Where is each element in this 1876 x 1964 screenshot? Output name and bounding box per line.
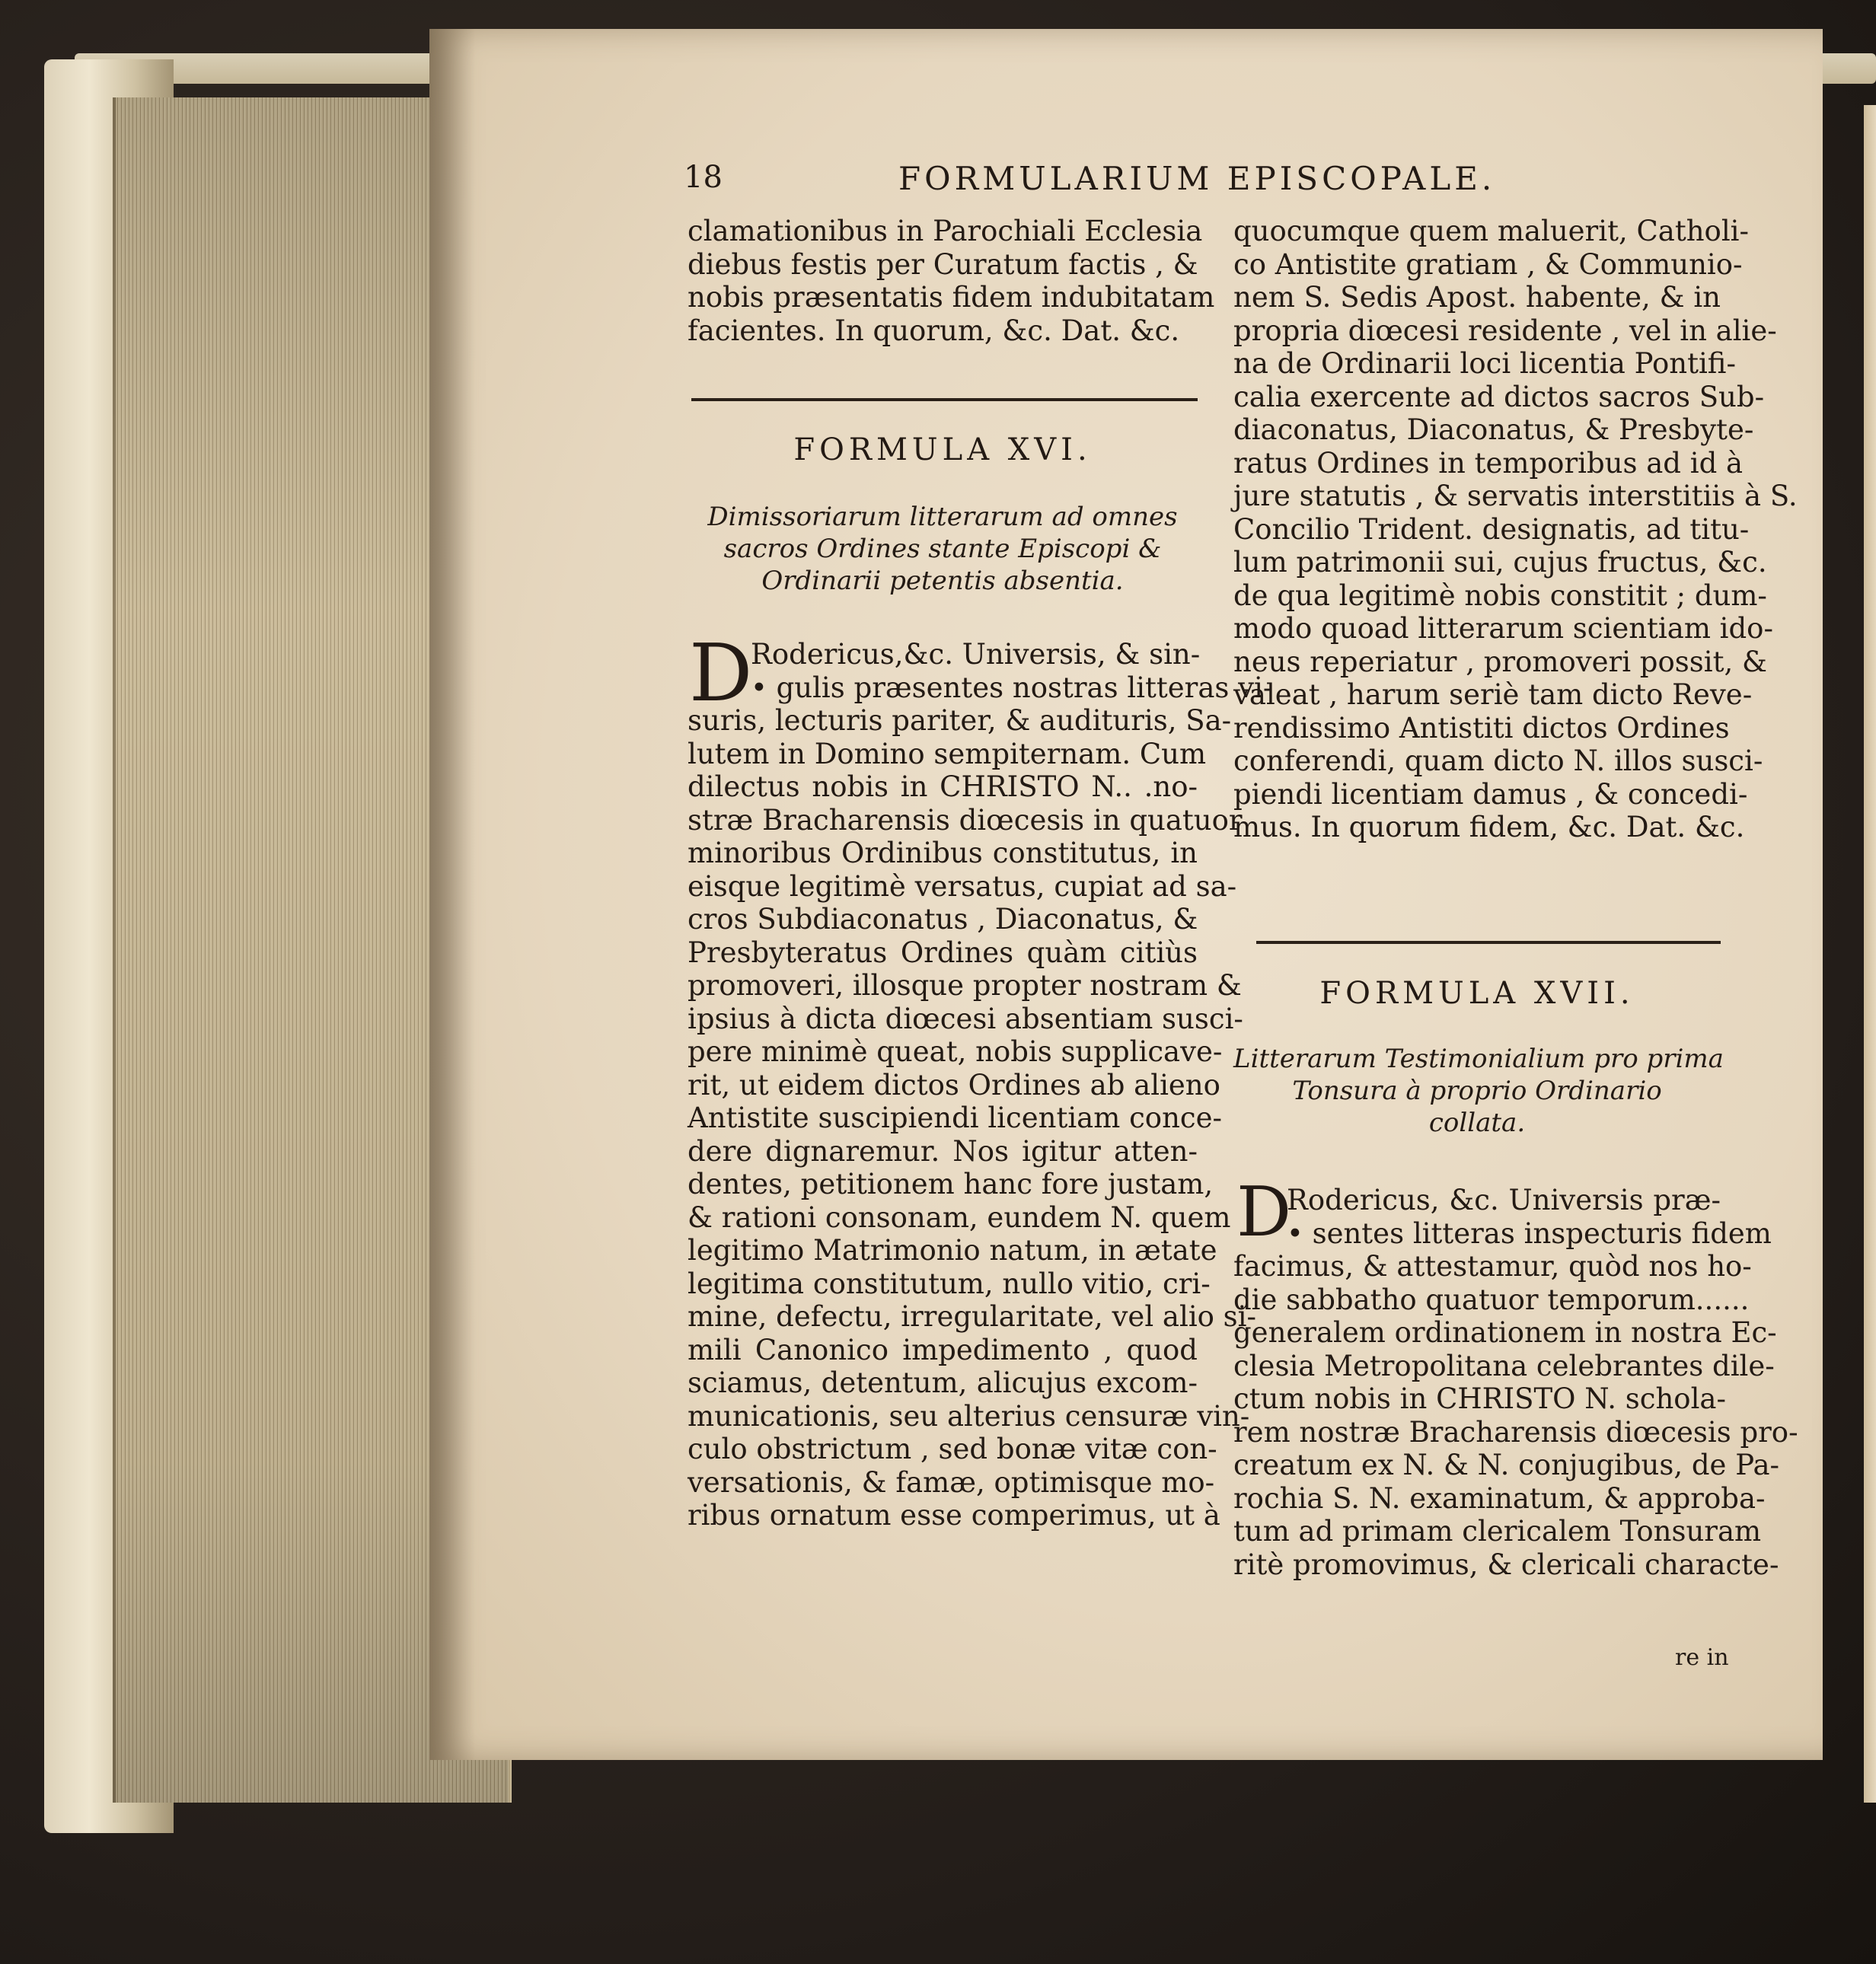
text-line: ipsius à dicta diœcesi absentiam susci- <box>688 1002 1243 1035</box>
text-line: Rodericus,&c. Universis, & sin- <box>751 638 1201 671</box>
text-line: stræ Bracharensis diœcesis in quatuor <box>688 803 1243 837</box>
formula-xvi-body <box>688 704 1257 1532</box>
text-line: diaconatus, Diaconatus, & Presbyte- <box>1233 413 1754 446</box>
page-number: 18 <box>684 160 723 195</box>
formula-xvii-subtitle <box>1233 1043 1724 1139</box>
text-line: mine, defectu, irregularitate, vel alio si- <box>688 1300 1257 1333</box>
text-line: promoveri, illosque propter nostram & <box>688 969 1242 1002</box>
text-line: Rodericus, &c. Universis præ- <box>1287 1184 1721 1216</box>
text-line: & rationi consonam, eundem N. quem <box>688 1200 1231 1234</box>
text-line: valeat , harum seriè tam dicto Reve- <box>1233 678 1753 711</box>
subtitle-line: Ordinarii petentis absentia. <box>761 566 1124 596</box>
subtitle-line: Tonsura à proprio Ordinario <box>1292 1076 1662 1106</box>
text-line: generalem ordinationem in nostra Ec- <box>1233 1316 1777 1349</box>
text-line: mili Canonico impedimento , quod <box>688 1333 1198 1366</box>
text-line: neus reperiatur , promoveri possit, & <box>1233 645 1767 678</box>
text-line: legitimo Matrimonio natum, in ætate <box>688 1234 1217 1267</box>
text-line: facimus, & attestamur, quòd nos ho- <box>1233 1250 1752 1283</box>
text-line: de qua legitimè nobis constitit ; dum- <box>1233 579 1767 612</box>
text-line: propria diœcesi residente , vel in alie- <box>1233 314 1777 347</box>
section-rule-right <box>1256 941 1721 944</box>
text-line: eisque legitimè versatus, cupiat ad sa- <box>688 869 1237 903</box>
section-rule-left <box>691 398 1198 401</box>
text-line: conferendi, quam dicto N. illos susci- <box>1233 744 1763 777</box>
text-line: versationis, & famæ, optimisque mo- <box>688 1465 1215 1499</box>
text-line: minoribus Ordinibus constitutus, in <box>688 837 1198 869</box>
text-line: quocumque quem maluerit, Catholi- <box>1233 215 1749 247</box>
text-line: clesia Metropolitana celebrantes dile- <box>1233 1349 1775 1382</box>
text-line: Concilio Trident. designatis, ad titu- <box>1233 512 1750 546</box>
catchword: re in <box>1675 1644 1729 1671</box>
text-line: • gulis præsentes nostras litteras vi- <box>751 671 1273 704</box>
text-line: municationis, seu alterius censuræ vin- <box>688 1399 1250 1433</box>
text-line: na de Ordinarii loci licentia Pontifi- <box>1233 347 1736 380</box>
text-line: piendi licentiam damus , & concedi- <box>1233 777 1748 811</box>
text-line: ribus ornatum esse comperimus, ut à <box>688 1499 1220 1532</box>
text-line: rochia S. N. examinatum, & approba- <box>1233 1481 1766 1515</box>
text-line: nobis præsentatis fidem indubitatam <box>688 281 1215 314</box>
text-line: sciamus, detentum, alicujus excom- <box>688 1366 1198 1399</box>
text-line: suris, lecturis pariter, & audituris, Sa- <box>688 704 1232 737</box>
text-line: • sentes litteras inspecturis fidem <box>1287 1216 1772 1250</box>
text-line: rem nostræ Bracharensis diœcesis pro- <box>1233 1415 1798 1449</box>
formula-xvii-body <box>1233 1250 1798 1581</box>
facing-page-edge <box>1864 105 1876 1803</box>
text-line: creatum ex N. & N. conjugibus, de Pa- <box>1233 1449 1780 1481</box>
text-line: mus. In quorum fidem, &c. Dat. &c. <box>1233 811 1745 843</box>
formula-xvii-body-indent <box>1287 1184 1772 1250</box>
running-head: FORMULARIUM EPISCOPALE. <box>898 160 1496 197</box>
text-line: jure statutis , & servatis interstitiis à S. <box>1233 480 1798 512</box>
text-line: nem S. Sedis Apost. habente, & in <box>1233 281 1721 314</box>
text-line: lum patrimonii sui, cujus fructus, &c. <box>1233 546 1767 579</box>
formula-xvii-heading: FORMULA XVII. <box>1319 976 1635 1011</box>
left-top-paragraph <box>688 215 1215 347</box>
text-line: co Antistite gratiam , & Communio- <box>1233 247 1743 281</box>
formula-xvi-heading: FORMULA XVI. <box>793 432 1092 467</box>
text-line: diebus festis per Curatum factis , & <box>688 247 1198 281</box>
drop-cap: D <box>689 627 753 719</box>
subtitle-line: collata. <box>1428 1108 1526 1138</box>
text-line: rendissimo Antistiti dictos Ordines <box>1233 711 1730 744</box>
text-line: ritè promovimus, & clericali characte- <box>1233 1548 1779 1581</box>
text-line: calia exercente ad dictos sacros Sub- <box>1233 380 1765 413</box>
text-line: ratus Ordines in temporibus ad id à <box>1233 446 1744 480</box>
text-line: dere dignaremur. Nos igitur atten- <box>688 1134 1198 1168</box>
subtitle-line: Dimissoriarum litterarum ad omnes <box>707 502 1178 532</box>
text-line: Antistite suscipiendi licentiam conce- <box>688 1102 1223 1134</box>
text-line: legitima constitutum, nullo vitio, cri- <box>688 1267 1211 1300</box>
text-line: clamationibus in Parochiali Ecclesia <box>688 215 1203 247</box>
formula-xvi-body-indent <box>751 638 1273 704</box>
text-line: pere minimè queat, nobis supplicave- <box>688 1035 1223 1068</box>
text-line: rit, ut eidem dictos Ordines ab alieno <box>688 1068 1220 1102</box>
page-gutter-shadow <box>429 29 475 1760</box>
text-line: die sabbatho quatuor temporum...... <box>1233 1283 1750 1316</box>
text-line: culo obstrictum , sed bonæ vitæ con- <box>688 1433 1217 1465</box>
subtitle-line: Litterarum Testimonialium pro prima <box>1233 1044 1724 1074</box>
text-line: dentes, petitionem hanc fore justam, <box>688 1168 1214 1200</box>
formula-xvi-subtitle <box>688 501 1198 597</box>
text-line: lutem in Domino sempiternam. Cum <box>688 737 1207 770</box>
text-line: cros Subdiaconatus , Diaconatus, & <box>688 903 1198 936</box>
drop-cap: D <box>1236 1172 1292 1252</box>
right-top-paragraph <box>1233 215 1798 844</box>
text-line: dilectus nobis in CHRISTO N.. .no- <box>688 770 1198 803</box>
text-line: tum ad primam clericalem Tonsuram <box>1233 1515 1762 1548</box>
text-line: ctum nobis in CHRISTO N. schola- <box>1233 1382 1726 1415</box>
subtitle-line: sacros Ordines stante Episcopi & <box>723 534 1162 564</box>
text-line: modo quoad litterarum scientiam ido- <box>1233 612 1773 645</box>
text-line: Presbyteratus Ordines quàm citiùs <box>688 936 1198 969</box>
text-line: facientes. In quorum, &c. Dat. &c. <box>688 314 1180 347</box>
